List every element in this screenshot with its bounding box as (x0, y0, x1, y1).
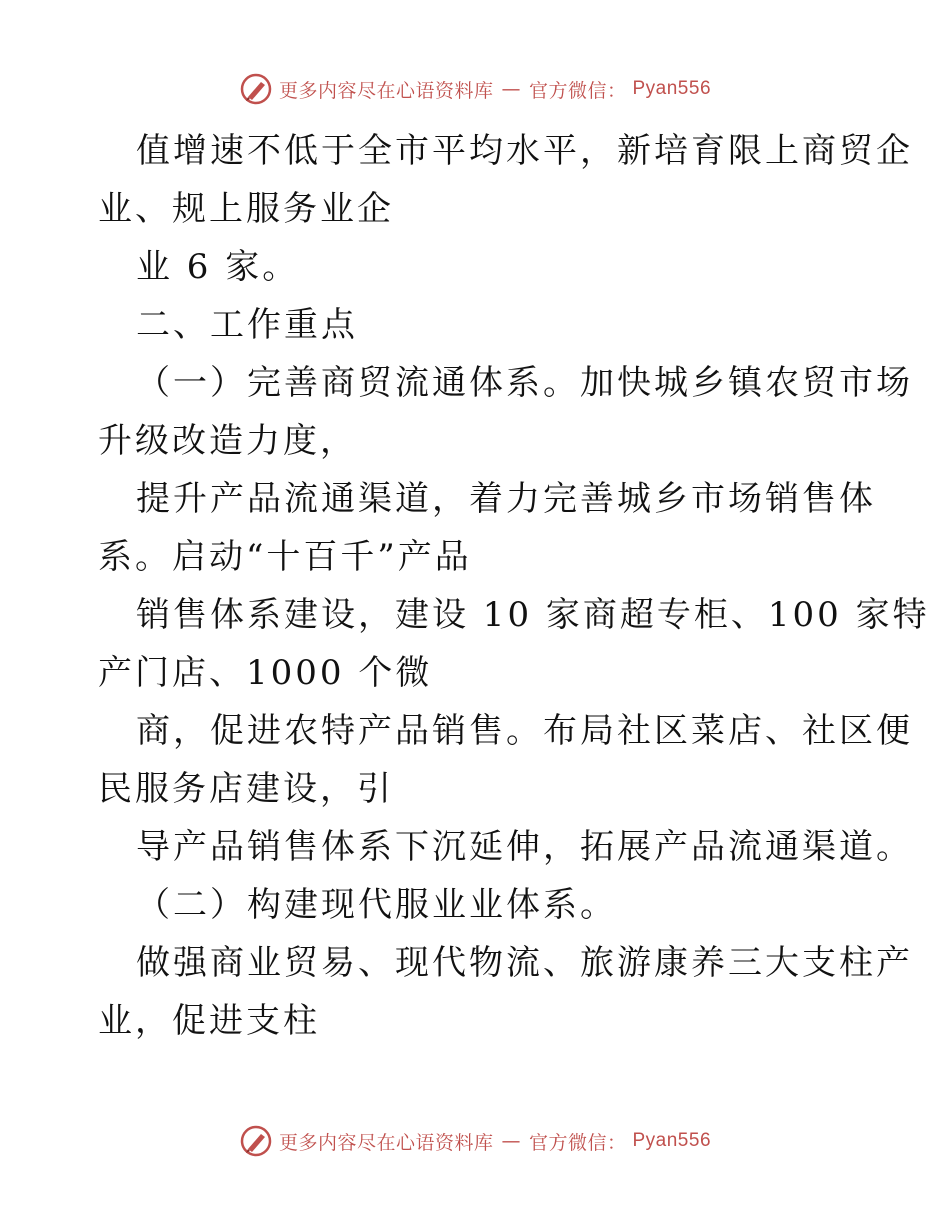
watermark-label: 官方微信： (528, 1131, 627, 1154)
watermark-label: 官方微信： (528, 79, 627, 102)
text-line: 提升产品流通渠道，着力完善城乡市场销售体 (136, 479, 876, 519)
text-line: （二）构建现代服业业体系。 (136, 885, 617, 925)
text-line: 业、规上服务业企 (98, 189, 394, 229)
text-line: 业，促进支柱 (98, 1001, 320, 1041)
text-line: 业 6 家。 (136, 247, 300, 287)
watermark-separator: — (501, 1130, 521, 1152)
text-line: 商，促进农特产品销售。布局社区菜店、社区便 (136, 711, 913, 751)
text-line: 导产品销售体系下沉延伸，拓展产品流通渠道。 (136, 827, 913, 867)
document-body (98, 122, 930, 1050)
text-line: 产门店、1000 个微 (98, 653, 433, 693)
text-line: 销售体系建设，建设 10 家商超专柜、100 家特 (136, 595, 930, 635)
text-line: 值增速不低于全市平均水平，新培育限上商贸企 (136, 131, 913, 171)
watermark-id: Pyan556 (632, 78, 712, 99)
text-line: （一）完善商贸流通体系。加快城乡镇农贸市场 (136, 363, 913, 403)
watermark-brand: 更多内容尽在心语资料库 (278, 1131, 494, 1154)
pen-logo-icon (239, 72, 273, 106)
text-line: 做强商业贸易、现代物流、旅游康养三大支柱产 (136, 943, 913, 983)
watermark-id: Pyan556 (632, 1130, 712, 1151)
text-line: 升级改造力度， (98, 421, 357, 461)
watermark-separator: — (501, 78, 521, 100)
text-line: 民服务店建设，引 (98, 769, 394, 809)
header-watermark (0, 72, 950, 106)
text-line: 系。启动“十百千”产品 (98, 537, 472, 577)
watermark-brand: 更多内容尽在心语资料库 (278, 79, 494, 102)
pen-logo-icon (239, 1124, 273, 1158)
text-line: 二、工作重点 (136, 305, 358, 345)
footer-watermark (0, 1124, 950, 1158)
